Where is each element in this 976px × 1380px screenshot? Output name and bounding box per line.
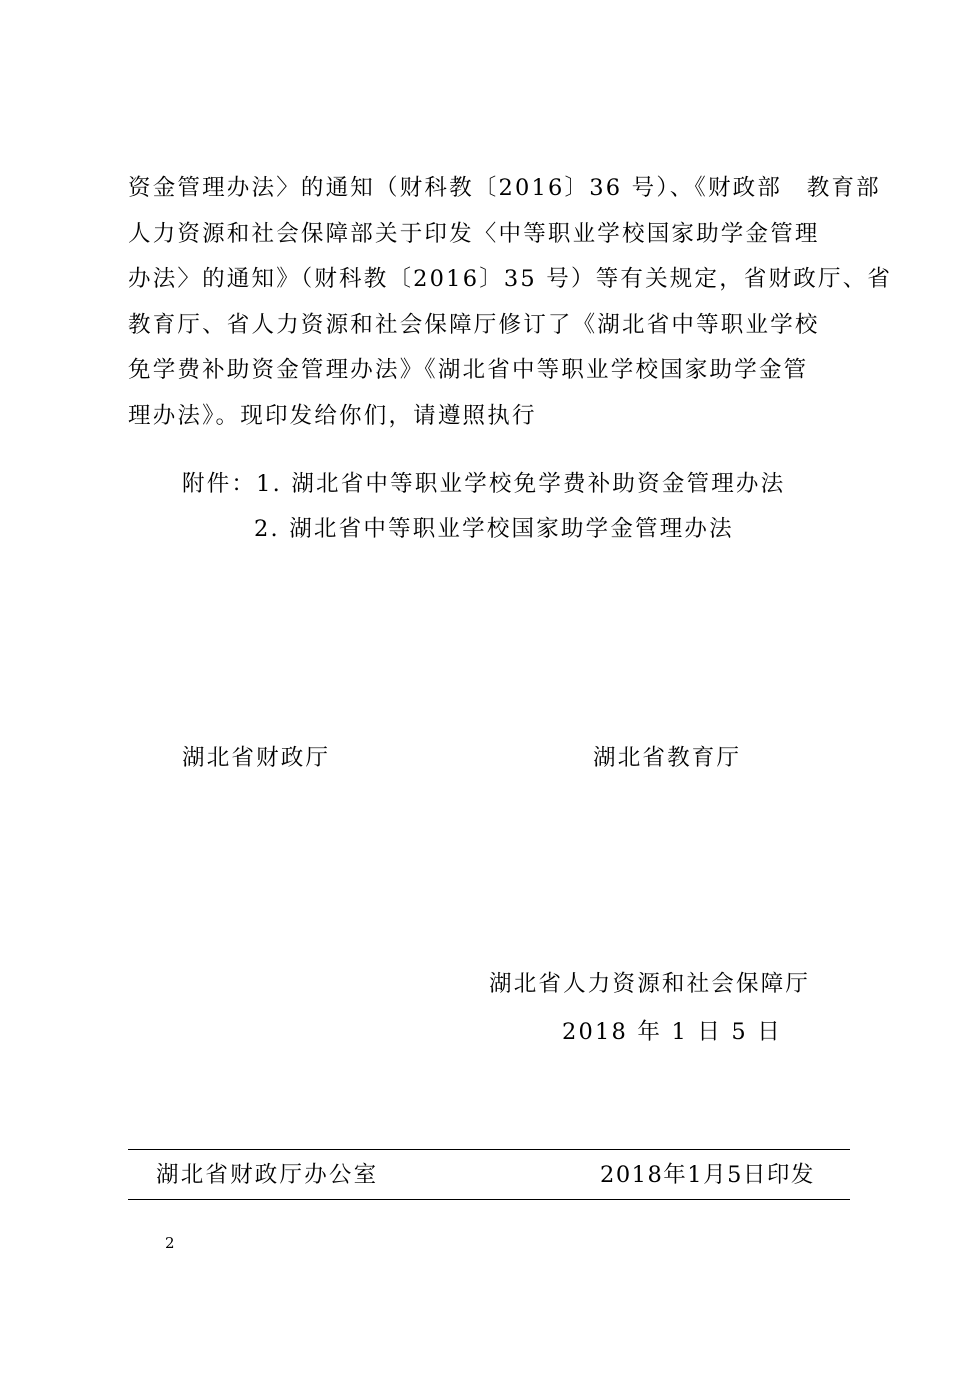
attachment-item-1-text: 1. 湖北省中等职业学校免学费补助资金管理办法 [256,471,786,497]
footer-issuer: 湖北省财政厅办公室 [156,1162,379,1188]
footer-rule-bottom [128,1199,850,1200]
body-line-5: 免学费补助资金管理办法》《湖北省中等职业学校国家助学金管 [128,357,809,383]
page-number: 2 [165,1234,175,1252]
attachment-list [182,462,785,552]
attachment-item-2 [182,507,785,552]
body-paragraph [128,166,893,439]
body-line-3: 办法〉的通知》（财科教〔2016〕35 号）等有关规定，省财政厅、省 [128,266,893,292]
attachment-item-1 [182,462,785,507]
footer-issue-date: 2018年1月5日印发 [600,1162,815,1188]
footer-rule-top [128,1149,850,1150]
signer-education-dept: 湖北省教育厅 [593,745,742,771]
signer-hr-dept: 湖北省人力资源和社会保障厅 [489,971,811,997]
body-line-4: 教育厅、省人力资源和社会保障厅修订了《湖北省中等职业学校 [128,311,820,338]
signer-finance-dept: 湖北省财政厅 [182,745,331,771]
body-line-1: 资金管理办法〉的通知（财科教〔2016〕36 号）、《财政部 教育部 [128,175,881,201]
body-line-6: 理办法》。现印发给你们，请遵照执行 [128,402,537,429]
attachment-item-2-text: 2. 湖北省中等职业学校国家助学金管理办法 [254,516,734,542]
attachment-label: 附件： [182,471,257,497]
signature-date: 2018 年 1 日 5 日 [562,1019,782,1045]
body-line-2: 人力资源和社会保障部关于印发〈中等职业学校国家助学金管理 [128,220,820,247]
